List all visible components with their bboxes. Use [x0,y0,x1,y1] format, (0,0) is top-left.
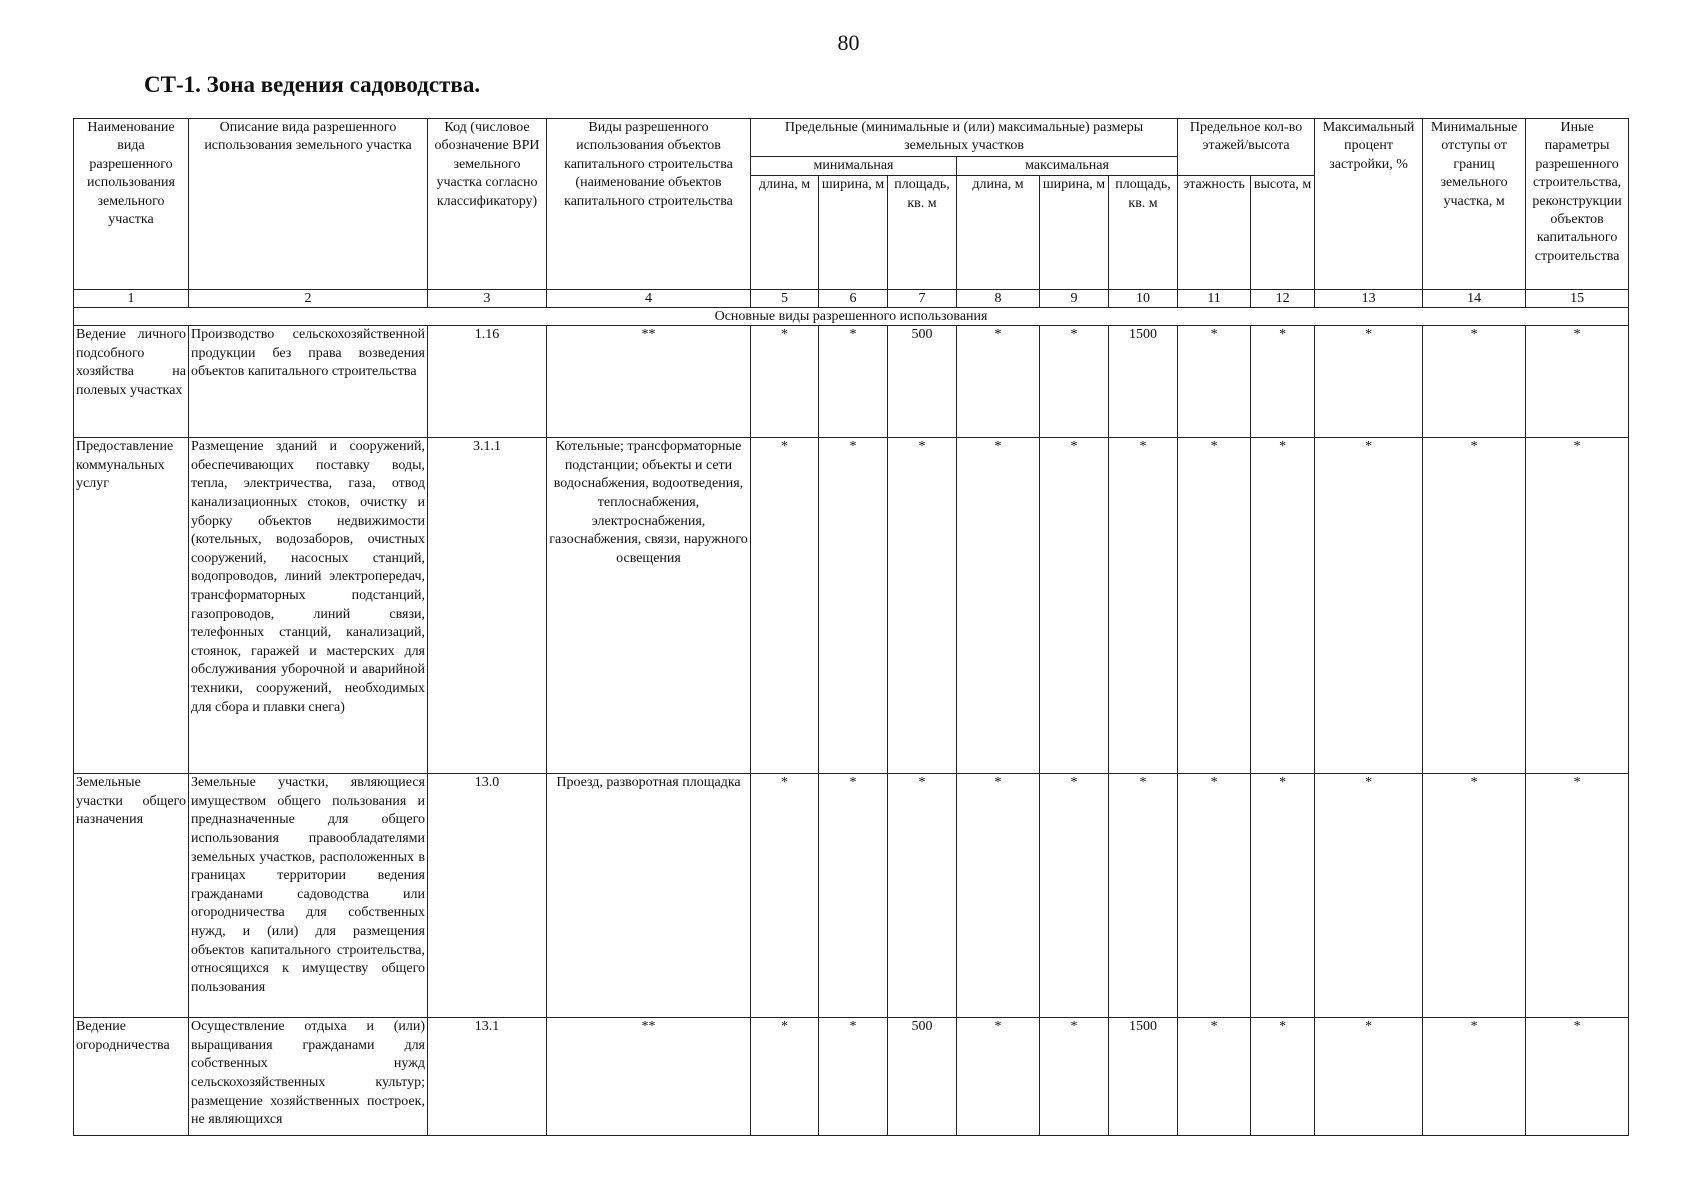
page-number: 80 [837,30,860,55]
header-area-min: площадь, кв. м [888,176,957,290]
use-objects: Котельные; трансформаторные подстанции; объекты и сети водоснабжения, водоотведения, теплоснабжения, электроснабжения, газоснабжения, связи, наружного освещения [547,438,751,774]
column-number: 1 [74,290,189,308]
area-max-value: 1500 [1109,326,1178,438]
section-title: Основные виды разрешенного использования [74,308,1629,326]
area-max-value: 1500 [1109,1018,1178,1136]
storeys-value: * [1178,326,1251,438]
length-max-value: * [957,326,1040,438]
use-name: Ведение огородничества [74,1018,189,1136]
use-code: 1.16 [428,326,547,438]
header-max: максимальная [957,156,1178,175]
zoning-table [73,118,1629,1136]
use-code: 13.0 [428,774,547,1018]
column-number: 6 [819,290,888,308]
area-min-value: * [888,438,957,774]
setback-value: * [1423,774,1526,1018]
setback-value: * [1423,326,1526,438]
header-setbacks: Минимальные отступы от границ земельного участка, м [1423,119,1526,290]
height-value: * [1251,774,1315,1018]
header-limits: Предельные (минимальные и (или) максимальные) размеры земельных участков [751,119,1178,157]
length-min-value: * [751,438,819,774]
max-percent-value: * [1315,326,1423,438]
header-width-max: ширина, м [1040,176,1109,290]
storeys-value: * [1178,774,1251,1018]
height-value: * [1251,438,1315,774]
use-description: Производство сельскохозяйственной продукции без права возведения объектов капитального строительства [189,326,428,438]
section-row [74,308,1629,326]
use-description: Земельные участки, являющиеся имуществом общего пользования и предназначенные для общего использования правообладателями земельных участков, расположенных в границах территории ведения гражданами садоводства или огородничества для собственных нужд, и (или) для размещения объектов капитального строительства, относящихся к имуществу общего пользования [189,774,428,1018]
table-row [74,326,1629,438]
column-number: 9 [1040,290,1109,308]
use-name: Земельные участки общего назначения [74,774,189,1018]
header-other-params: Иные параметры разрешенного строительства, реконструкции объектов капитального строительства [1526,119,1629,290]
use-name: Предоставление коммунальных услуг [74,438,189,774]
column-number: 3 [428,290,547,308]
width-min-value: * [819,774,888,1018]
setback-value: * [1423,1018,1526,1136]
area-max-value: * [1109,774,1178,1018]
page-title: СТ-1. Зона ведения садоводства. [144,72,481,97]
width-min-value: * [819,1018,888,1136]
height-value: * [1251,326,1315,438]
column-number: 12 [1251,290,1315,308]
header-length-max: длина, м [957,176,1040,290]
width-max-value: * [1040,774,1109,1018]
area-min-value: 500 [888,326,957,438]
other-params-value: * [1526,326,1629,438]
column-number: 11 [1178,290,1251,308]
use-code: 13.1 [428,1018,547,1136]
area-min-value: 500 [888,1018,957,1136]
table-row [74,1018,1629,1136]
use-objects: Проезд, разворотная площадка [547,774,751,1018]
header-col-objects: Виды разрешенного использования объектов капитального строительства (наименование объектов капитального строительства [547,119,751,290]
header-floors: Предельное кол-во этажей/высота [1178,119,1315,176]
table-row [74,774,1629,1018]
area-min-value: * [888,774,957,1018]
header-max-percent: Максимальный процент застройки, % [1315,119,1423,290]
max-percent-value: * [1315,1018,1423,1136]
column-number: 14 [1423,290,1526,308]
width-max-value: * [1040,1018,1109,1136]
length-min-value: * [751,1018,819,1136]
height-value: * [1251,1018,1315,1136]
use-objects: ** [547,1018,751,1136]
length-min-value: * [751,774,819,1018]
header-height: высота, м [1251,176,1315,290]
header-area-max: площадь, кв. м [1109,176,1178,290]
storeys-value: * [1178,438,1251,774]
header-col-code: Код (числовое обозначение ВРИ земельного участка согласно классификатору) [428,119,547,290]
storeys-value: * [1178,1018,1251,1136]
header-col-name: Наименование вида разрешенного использования земельного участка [74,119,189,290]
use-description: Размещение зданий и сооружений, обеспечивающих поставку воды, тепла, электричества, газа, отвод канализационных стоков, очистку и уборку объектов недвижимости (котельных, водозаборов, очистных сооружений, насосных станций, водопроводов, линий электропередач, трансформаторных подстанций, газопроводов, линий связи, телефонных станций, канализаций, стоянок, гаражей и мастерских для обслуживания уборочной и аварийной техники, сооружений, необходимых для сбора и плавки снега) [189,438,428,774]
other-params-value: * [1526,1018,1629,1136]
column-number: 2 [189,290,428,308]
length-max-value: * [957,774,1040,1018]
length-min-value: * [751,326,819,438]
header-width-min: ширина, м [819,176,888,290]
use-code: 3.1.1 [428,438,547,774]
width-min-value: * [819,438,888,774]
header-storeys: этажность [1178,176,1251,290]
max-percent-value: * [1315,438,1423,774]
other-params-value: * [1526,438,1629,774]
column-number-row [74,290,1629,308]
column-number: 10 [1109,290,1178,308]
max-percent-value: * [1315,774,1423,1018]
header-length-min: длина, м [751,176,819,290]
column-number: 15 [1526,290,1629,308]
other-params-value: * [1526,774,1629,1018]
header-min: минимальная [751,156,957,175]
column-number: 8 [957,290,1040,308]
area-max-value: * [1109,438,1178,774]
length-max-value: * [957,1018,1040,1136]
table-row [74,438,1629,774]
column-number: 13 [1315,290,1423,308]
use-objects: ** [547,326,751,438]
column-number: 4 [547,290,751,308]
use-description: Осуществление отдыха и (или) выращивания гражданами для собственных нужд сельскохозяйственных культур; размещение хозяйственных построек, не являющихся [189,1018,428,1136]
column-number: 7 [888,290,957,308]
column-number: 5 [751,290,819,308]
use-name: Ведение личного подсобного хозяйства на полевых участках [74,326,189,438]
setback-value: * [1423,438,1526,774]
header-col-description: Описание вида разрешенного использования земельного участка [189,119,428,290]
width-max-value: * [1040,438,1109,774]
length-max-value: * [957,438,1040,774]
width-min-value: * [819,326,888,438]
width-max-value: * [1040,326,1109,438]
